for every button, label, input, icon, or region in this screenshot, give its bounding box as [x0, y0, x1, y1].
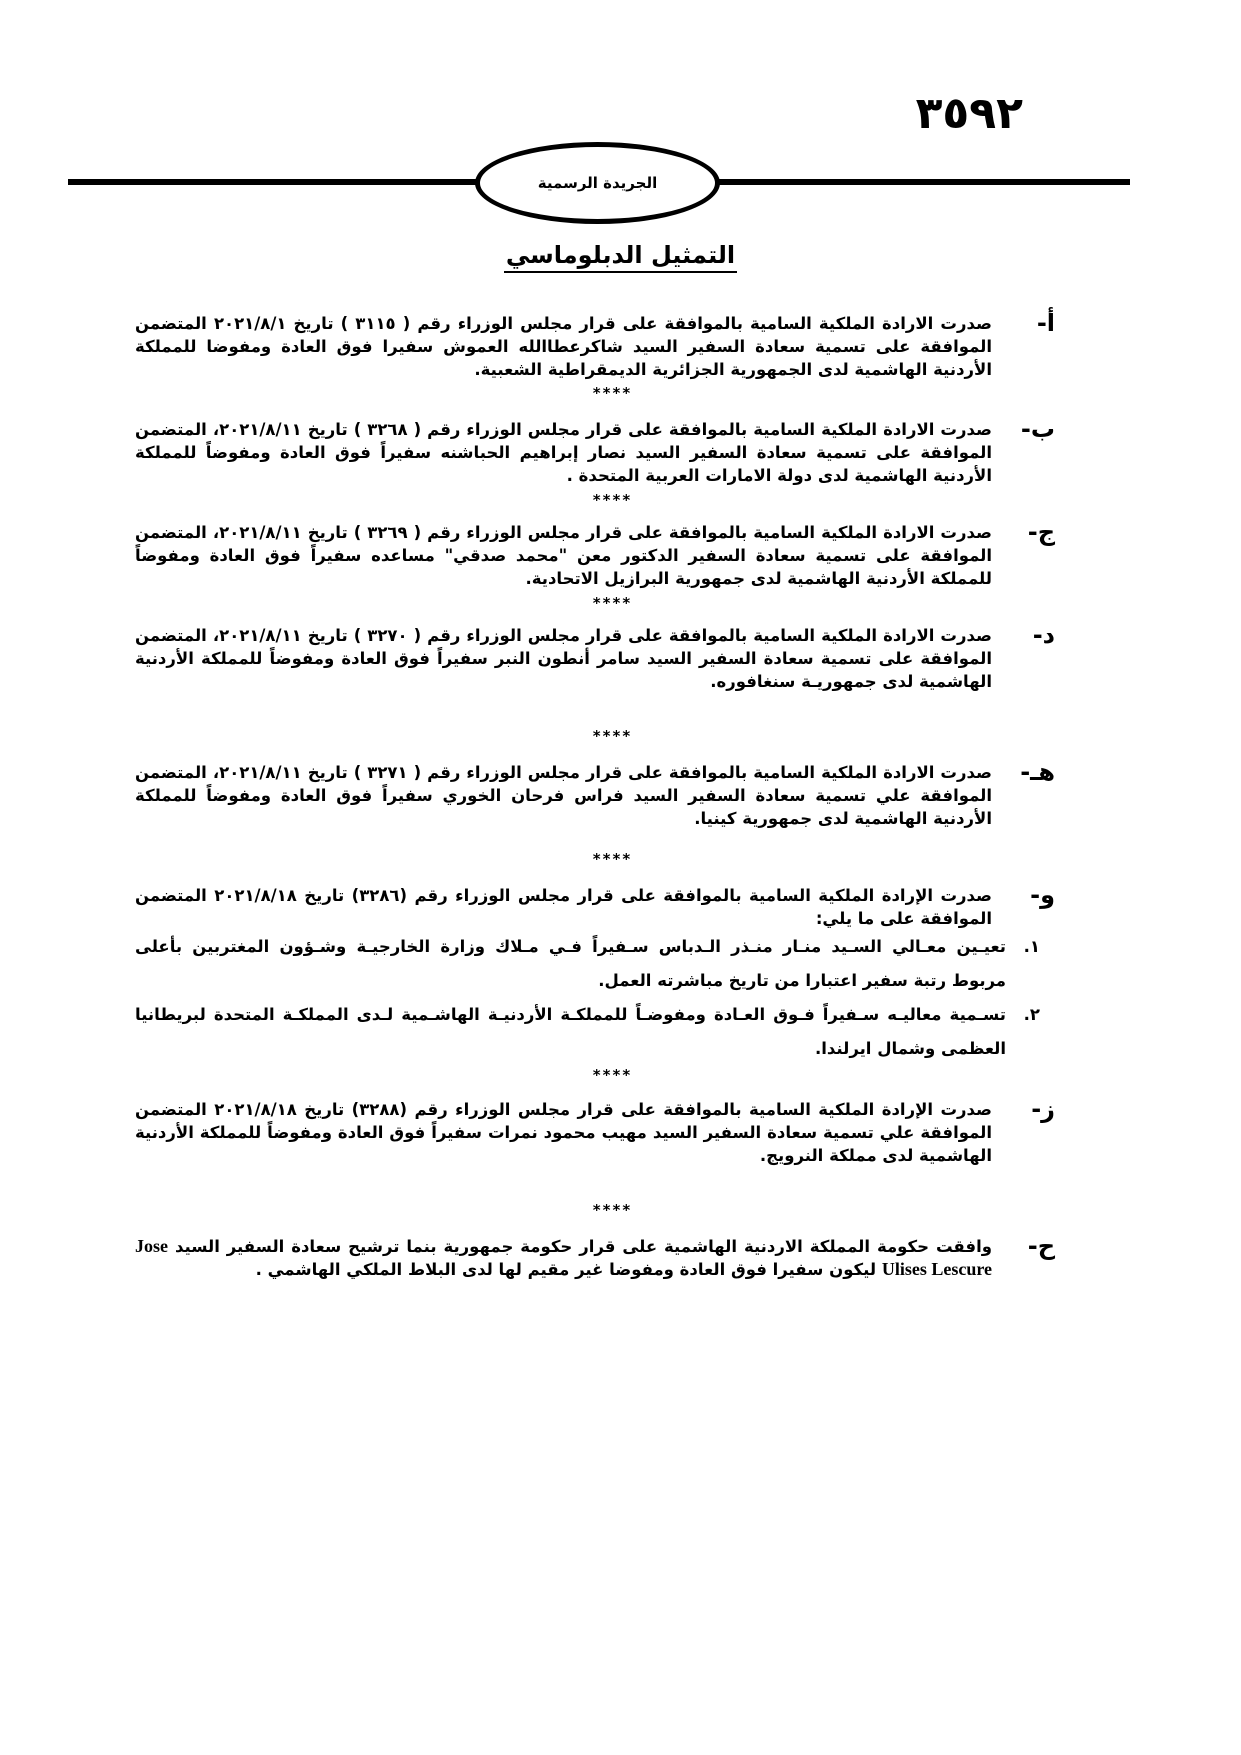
- item-text: صدرت الإرادة الملكية السامية بالموافقة على قرار مجلس الوزراء رقم (٣٢٨٦) تاريخ ٢٠٢١/٨/١٨ المتضمن الموافقة على ما يلي:: [135, 886, 993, 928]
- separator: ****: [592, 1066, 633, 1084]
- sublist-item: [135, 930, 1040, 998]
- decree-item: [135, 881, 1060, 1066]
- document-content: [135, 309, 1060, 1281]
- decree-item: [135, 1232, 1060, 1281]
- publication-badge: [475, 142, 720, 224]
- item-marker: أ-: [1036, 309, 1055, 337]
- decree-sublist: [135, 930, 1040, 1066]
- sublist-number: ٢.: [1023, 1005, 1040, 1024]
- decree-item: [135, 1095, 1060, 1167]
- item-marker: و-: [1030, 881, 1055, 909]
- item-text: صدرت الارادة الملكية السامية بالموافقة على قرار مجلس الوزراء رقم ( ٣٢٦٩ ) تاريخ ٢٠٢١/٨/١١، المتضمن الموافقة على تسمية سعادة السفير الدكتور معن "محمد صدقي" مساعده سفيراً فوق العادة ومفوضاً للمملكة الأردنية الهاشمية لدى جمهورية البرازيل الاتحادية.: [135, 523, 992, 588]
- item-text-after: ليكون سفيرا فوق العادة ومفوضا غير مقيم لها لدى البلاط الملكي الهاشمي .: [255, 1260, 877, 1279]
- item-text: صدرت الارادة الملكية السامية بالموافقة على قرار مجلس الوزراء رقم ( ٣٢٧١ ) تاريخ ٢٠٢١/٨/١١، المتضمن الموافقة علي تسمية سعادة السفير السيد فراس فرحان الخوري سفيراً فوق العادة ومفوضاً للمملكة الأردنية الهاشمية لدى جمهورية كينيا.: [135, 763, 992, 828]
- item-marker: د-: [1032, 621, 1055, 649]
- decree-item: [135, 415, 1060, 487]
- page-number: ٣٥٩٢: [915, 88, 1023, 139]
- sublist-number: ١.: [1023, 937, 1040, 956]
- item-text: صدرت الإرادة الملكية السامية بالموافقة على قرار مجلس الوزراء رقم (٣٢٨٨) تاريخ ٢٠٢١/٨/١٨ المتضمن الموافقة علي تسمية سعادة السفير السيد مهيب محمود نمرات سفيراً فوق العادة ومفوضاً للمملكة الأردنية الهاشمية لدى مملكة النرويج.: [135, 1100, 993, 1165]
- decree-item: [135, 621, 1060, 693]
- separator: ****: [592, 850, 633, 868]
- item-marker: ب-: [1020, 415, 1055, 443]
- sublist-text: تسـمية معاليـه سـفيراً فـوق العـادة ومفوضـاً للمملكـة الأردنيـة الهاشـمية لـدى المملكـة المتحدة لبريطانيا العظمى وشمال ايرلندا.: [135, 1005, 1006, 1058]
- sublist-item: [135, 998, 1040, 1066]
- nominee-name: Jose Ulises Lescure: [135, 1236, 992, 1279]
- sublist-text: تعيـين معـالي السـيد منـار منـذر الـدباس سـفيراً فـي مـلاك وزارة الخارجيـة وشـؤون المغتربين بأعلى مربوط رتبة سفير اعتبارا من تاريخ مباشرته العمل.: [135, 937, 1006, 990]
- separator: ****: [592, 491, 633, 509]
- separator: ****: [592, 1201, 633, 1219]
- separator: ****: [592, 384, 633, 402]
- decree-item: [135, 758, 1060, 830]
- item-text: صدرت الارادة الملكية السامية بالموافقة على قرار مجلس الوزراء رقم ( ٣٢٧٠ ) تاريخ ٢٠٢١/٨/١١، المتضمن الموافقة على تسمية سعادة السفير السيد سامر أنطون النبر سفيراً فوق العادة ومفوضاً للمملكة الأردنية الهاشمية لدى جمهوريـة سنغافوره.: [135, 626, 992, 691]
- separator: ****: [592, 727, 633, 745]
- decree-item: [135, 518, 1060, 590]
- section-title-text: التمثيل الدبلوماسي: [504, 243, 737, 273]
- item-marker: ز-: [1031, 1095, 1055, 1123]
- separator: ****: [592, 594, 633, 612]
- publication-name: الجريدة الرسمية: [537, 174, 658, 192]
- item-text: صدرت الارادة الملكية السامية بالموافقة على قرار مجلس الوزراء رقم ( ٣٢٦٨ ) تاريخ ٢٠٢١/٨/١١، المتضمن الموافقة على تسمية سعادة السفير السيد نصار إبراهيم الحباشنه سفيراً فوق العادة ومفوضاً للمملكة الأردنية الهاشمية لدى دولة الامارات العربية المتحدة .: [135, 420, 992, 485]
- decree-item: [135, 309, 1060, 381]
- item-text: صدرت الارادة الملكية السامية بالموافقة على قرار مجلس الوزراء رقم ( ٣١١٥ ) تاريخ ٢٠٢١/٨/١ المتضمن الموافقة على تسمية سعادة السفير السيد شاكرعطاالله العموش سفيرا فوق العادة ومفوضا للمملكة الأردنية الهاشمية لدى الجمهورية الجزائرية الديمقراطية الشعبية.: [135, 314, 992, 379]
- section-title: [0, 243, 1241, 273]
- item-marker: ح-: [1027, 1232, 1055, 1260]
- item-marker: هـ-: [1020, 758, 1055, 786]
- item-text-before: وافقت حكومة المملكة الاردنية الهاشمية على قرار حكومة جمهورية بنما ترشيح سعادة السفير السيد: [174, 1237, 992, 1256]
- item-text: [135, 1235, 992, 1281]
- item-marker: ج-: [1027, 518, 1055, 546]
